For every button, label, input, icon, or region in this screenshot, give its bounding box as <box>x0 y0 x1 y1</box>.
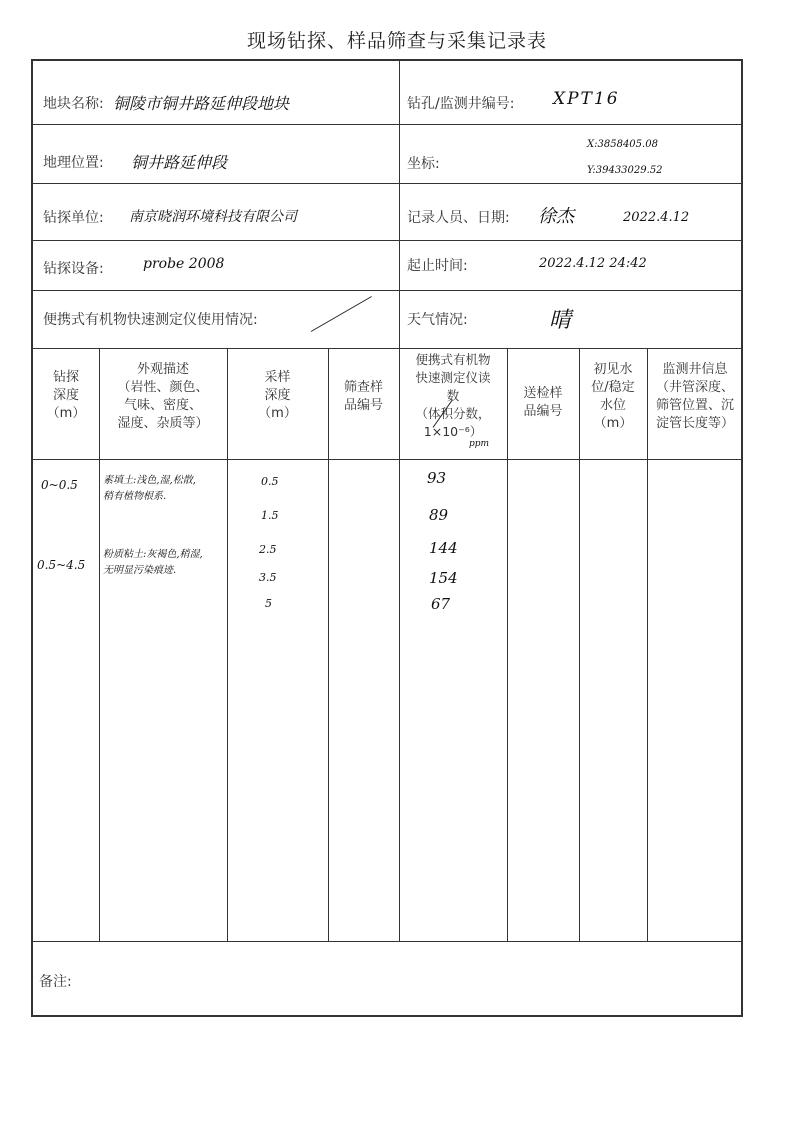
header-appearance <box>99 361 227 433</box>
row2-desc-line1: 粉质粘土:灰褐色,稍湿, <box>103 549 203 560</box>
pid-usage-strike <box>311 296 372 332</box>
row1-depth: 0~0.5 <box>41 478 78 492</box>
row2-reading-2: 154 <box>429 569 458 587</box>
col-divider <box>579 348 580 941</box>
plot-name-value: 铜陵市铜井路延伸段地块 <box>113 94 290 113</box>
header-drill-depth <box>33 369 99 423</box>
equipment-label: 钻探设备: <box>43 261 104 277</box>
time-label: 起止时间: <box>407 258 468 274</box>
plot-name-label: 地块名称: <box>43 96 104 112</box>
row-divider <box>33 348 741 349</box>
info-divider <box>399 61 400 348</box>
row1-sample-depth-2: 1.5 <box>261 509 279 522</box>
row-divider <box>33 290 741 291</box>
row-divider <box>33 124 741 125</box>
header-divider <box>33 459 741 460</box>
row-divider <box>33 183 741 184</box>
row1-sample-depth-1: 0.5 <box>261 475 279 488</box>
remarks-label: 备注: <box>39 974 72 990</box>
header-sample-depth <box>227 369 328 423</box>
row1-reading-2: 89 <box>429 506 449 524</box>
time-value: 2022.4.12 24:42 <box>539 256 647 271</box>
coord-x-value: X:3858405.08 <box>587 139 658 150</box>
location-value: 铜井路延伸段 <box>131 153 228 172</box>
col-divider <box>227 348 228 941</box>
row2-reading-1: 144 <box>429 539 458 557</box>
header-text: 监测井信息 （井管深度、 筛管位置、沉 淀管长度等） <box>655 362 734 431</box>
col-divider <box>507 348 508 941</box>
row1-desc-line2: 稍有植物根系. <box>103 491 167 502</box>
col-divider <box>647 348 648 941</box>
header-screen-id <box>328 379 399 415</box>
header-text: 便携式有机物 快速测定仪读 数 （体积分数， 1×10⁻⁶） <box>415 352 491 439</box>
pid-usage-label: 便携式有机物快速测定仪使用情况: <box>43 312 258 328</box>
row1-desc-line1: 素填土:浅色,湿,松散, <box>103 475 196 486</box>
col-divider <box>328 348 329 941</box>
row2-desc-line2: 无明显污染痕迹. <box>103 565 177 576</box>
coord-y-value: Y:39433029.52 <box>587 165 663 176</box>
drill-unit-label: 钻探单位: <box>43 210 104 226</box>
equipment-value: probe 2008 <box>143 256 225 272</box>
row1-reading-1: 93 <box>427 469 447 487</box>
header-well-info <box>647 361 743 433</box>
header-text: 采样 深度 （m） <box>258 370 297 421</box>
header-text: 初见水 位/稳定 水位 （m） <box>591 362 635 431</box>
weather-label: 天气情况: <box>407 312 468 328</box>
form-title: 现场钻探、样品筛查与采集记录表 <box>246 30 547 52</box>
row2-sample-depth-3: 5 <box>265 597 272 610</box>
remarks-divider <box>33 941 741 942</box>
header-water-level <box>579 361 647 433</box>
borehole-label: 钻孔/监测井编号: <box>407 96 515 112</box>
borehole-value: XPT16 <box>553 89 620 109</box>
weather-value: 晴 <box>549 308 572 333</box>
header-pid-reading <box>399 351 507 441</box>
row2-reading-3: 67 <box>431 595 451 613</box>
row2-depth: 0.5~4.5 <box>37 558 86 572</box>
row-divider <box>33 240 741 241</box>
record-form <box>31 59 743 1017</box>
record-date: 2022.4.12 <box>623 210 690 225</box>
row2-sample-depth-2: 3.5 <box>259 571 277 584</box>
drill-unit-value: 南京晓润环境科技有限公司 <box>129 209 297 225</box>
recorder-label: 记录人员、日期: <box>407 210 510 226</box>
location-label: 地理位置: <box>43 155 104 171</box>
header-text: 外观描述 （岩性、颜色、 气味、密度、 湿度、杂质等） <box>117 362 209 431</box>
header-text: 送检样 品编号 <box>523 386 563 419</box>
recorder-name: 徐杰 <box>538 206 574 227</box>
header-lab-id <box>507 385 579 421</box>
row2-sample-depth-1: 2.5 <box>259 543 277 556</box>
col-divider <box>99 348 100 941</box>
header-text: 钻探 深度 （m） <box>46 370 86 421</box>
header-text: 筛查样 品编号 <box>343 380 383 413</box>
pid-unit-note: ppm <box>469 439 490 449</box>
coord-label: 坐标: <box>407 156 440 172</box>
